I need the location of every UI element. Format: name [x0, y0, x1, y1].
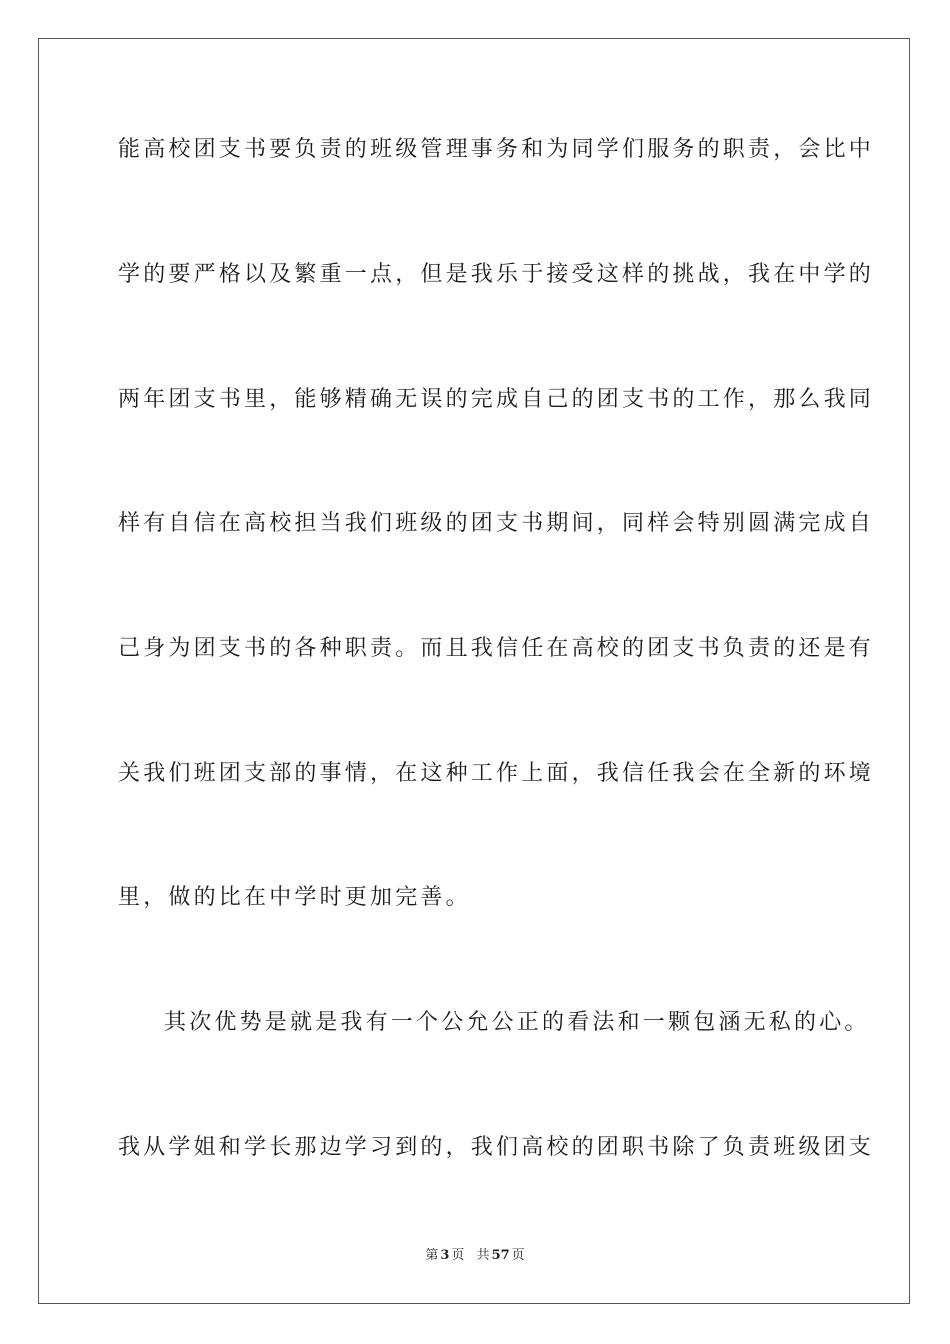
page-indicator: 第 3 页	[425, 1248, 465, 1263]
body-line-3: 两年团支书里，能够精确无误的完成自己的团支书的工作，那么我同	[118, 387, 875, 412]
body-line-1: 能高校团支书要负责的班级管理事务和为同学们服务的职责，会比中	[118, 137, 875, 162]
body-line-9: 我从学姐和学长那边学习到的，我们高校的团职书除了负责班级团支	[118, 1135, 875, 1160]
paragraph-start-line: 其次优势是就是我有一个公允公正的看法和一颗包涵无私的心。	[164, 1010, 870, 1035]
body-line-2: 学的要严格以及繁重一点，但是我乐于接受这样的挑战，我在中学的	[118, 262, 875, 287]
page-frame	[38, 38, 910, 1304]
body-line-4: 样有自信在高校担当我们班级的团支书期间，同样会特别圆满完成自	[118, 511, 875, 536]
body-line-7: 里，做的比在中学时更加完善。	[118, 885, 471, 910]
body-line-5: 己身为团支书的各种职责。而且我信任在高校的团支书负责的还是有	[118, 636, 875, 661]
body-line-6: 关我们班团支部的事情，在这种工作上面，我信任我会在全新的环境	[118, 761, 875, 786]
page-footer	[0, 1248, 950, 1264]
total-pages-indicator: 共 57 页	[476, 1248, 525, 1263]
